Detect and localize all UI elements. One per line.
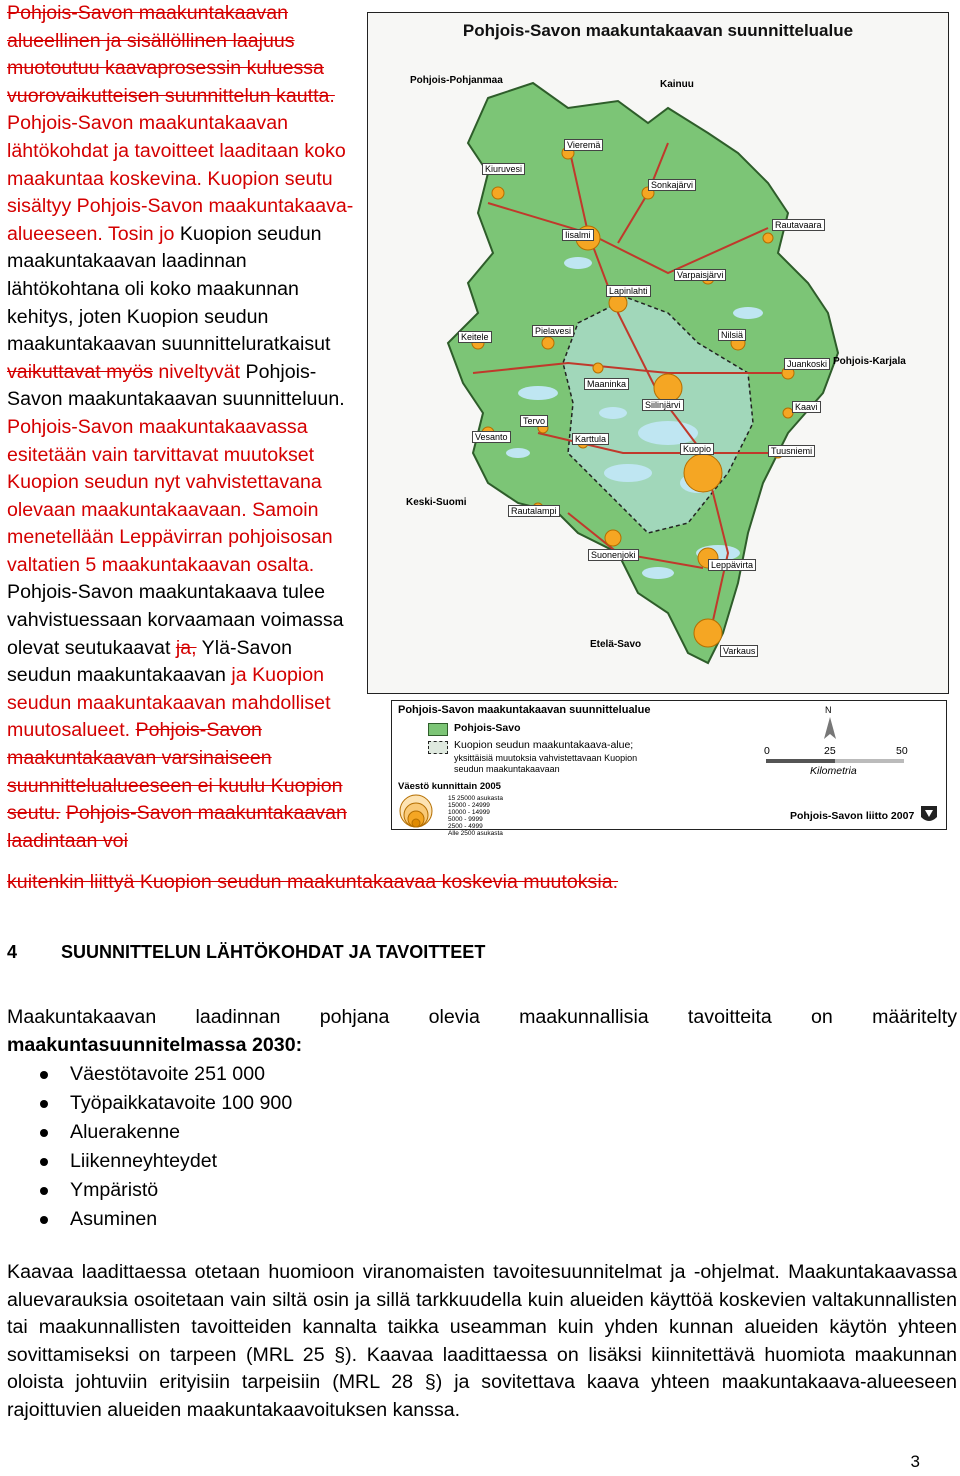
region-label: Pohjois-Pohjanmaa	[410, 75, 503, 86]
population-classes	[448, 795, 503, 837]
region-label: Etelä-Savo	[590, 639, 642, 650]
body-text: Pohjois-Savon maakuntakaava tulee vahvistuessaan korvaamaan voimassa olevat seutukaavat	[7, 581, 344, 659]
map-credit: Pohjois-Savon liitto 2007	[790, 810, 915, 822]
scale-tick: 50	[896, 745, 908, 757]
town-label: Lapinlahti	[606, 285, 651, 297]
added-text: ja Kuopion seudun maakuntakaavan mahdolliset muutosalueet.	[7, 664, 331, 742]
town-label: Varkaus	[720, 645, 758, 657]
page-number: 3	[910, 1452, 920, 1471]
town-label: Tuusniemi	[768, 445, 815, 457]
pop-class: 15000 - 24999	[448, 802, 490, 809]
town-label: Juankoski	[784, 358, 830, 370]
pop-class: Alle 2500 asukasta	[448, 830, 503, 837]
population-legend-symbols	[398, 793, 452, 829]
deleted-text: Pohjois-Savon maakuntakaavan alueellinen ja sisällöllinen laajuus muotoutuu kaavaprosessin kuluessa vuorovaikutteisen suunnittelun kautta.	[7, 2, 335, 107]
goal-list	[40, 1060, 292, 1234]
town-label: Tervo	[520, 415, 548, 427]
closing-paragraph: Kaavaa laadittaessa otetaan huomioon viranomaisten tavoitesuunnitelmat ja -ohjelmat. Maakuntakaavassa aluevarauksia osoitetaan vain siltä osin ja sillä tarkkuudella kuin alueiden käyttöä koskevien valtakunnallisten tai maakunnallisten tavoitteiden kannalta taikka useamman kuin yhden kunnan alueiden käytön yhteen sovittamiseksi on tarpeen (MRL 25 §). Kaavaa laadittaessa on lisäksi kiinnitettävä huomiota maakunnan oloista johtuviin erityisiin tarpeisiin (MRL 28 §) ja sovitettava kaava yhteen maakuntakaava-alueeseen rajoittuvien alueiden maakuntakaavoituksen kanssa.	[7, 1261, 957, 1421]
region-label: Kainuu	[660, 79, 694, 90]
scale-unit: Kilometria	[810, 765, 857, 777]
intro-bold: maakuntasuunnitelmassa 2030:	[7, 1033, 303, 1056]
list-item: Liikenneyhteydet	[40, 1147, 292, 1176]
body-text: Pohjois-Savon maakuntakaavan suunnitteluun.	[7, 360, 345, 411]
region-label: Pohjois-Karjala	[833, 356, 906, 367]
town-label: Vesanto	[472, 431, 511, 443]
town-label: Karttula	[572, 433, 609, 445]
legend-item: Pohjois-Savo	[454, 722, 521, 734]
pop-class: 5000 - 9999	[448, 816, 483, 823]
region-label: Keski-Suomi	[406, 497, 467, 508]
list-item: Väestötavoite 251 000	[40, 1060, 292, 1089]
north-arrow-icon	[822, 717, 838, 741]
map-title: Pohjois-Savon maakuntakaavan suunnittelualue	[462, 21, 854, 40]
town-label: Rautalampi	[508, 505, 560, 517]
town-label: Varpaisjärvi	[674, 269, 726, 281]
town-label: Pielavesi	[532, 325, 574, 337]
added-text: Pohjois-Savon maakuntakaavassa esitetään vain tarvittavat muutokset Kuopion seudun nyt vahvistettavana olevaan maakuntakaavaan. Samoin menetellään Leppävirran pohjoisosan valtatien 5 maakuntakaavan osalta.	[7, 415, 333, 576]
map-legend	[391, 700, 947, 837]
added-text: Pohjois-Savon maakuntakaavan lähtökohdat ja tavoitteet laaditaan koko maakuntaa koskevina.	[7, 112, 346, 190]
section-heading	[7, 942, 485, 963]
map-graphic	[368, 13, 948, 693]
legend-swatch-pohjois-savo	[428, 723, 448, 736]
town-label: Siilinjärvi	[642, 399, 684, 411]
list-item: Aluerakenne	[40, 1118, 292, 1147]
map-figure	[367, 12, 949, 694]
legend-swatch-kuopio	[428, 741, 448, 754]
town-label: Nilsiä	[718, 329, 746, 341]
deleted-text-tail: kuitenkin liittyä Kuopion seudun maakuntakaavaa koskevia muutoksia.	[7, 871, 619, 893]
intro-text: Maakuntakaavan laadinnan pohjana olevia maakunnallisia tavoitteita on määritelty	[7, 1006, 957, 1028]
north-label: N	[825, 705, 832, 715]
left-paragraph	[7, 0, 359, 855]
list-item: Työpaikkatavoite 100 900	[40, 1089, 292, 1118]
scale-tick: 0	[764, 745, 770, 757]
town-label: Sonkajärvi	[648, 179, 696, 191]
town-label: Suonenjoki	[588, 549, 639, 561]
legend-item: Kuopion seudun maakuntakaava-alue;	[454, 739, 634, 751]
left-column-text	[7, 0, 359, 855]
added-text: niveltyvät	[158, 360, 241, 383]
legend-item: yksittäisiä muutoksia vahvistettavaan Kuopion seudun maakuntakaavaan	[454, 753, 638, 774]
scale-tick: 25	[824, 745, 836, 757]
town-label: Rautavaara	[772, 219, 825, 231]
pop-class: 2500 - 4999	[448, 823, 483, 830]
town-label: Maaninka	[584, 378, 629, 390]
legend-title: Pohjois-Savon maakuntakaavan suunnittelualue	[398, 704, 651, 716]
pop-class: 15 25000 asukasta	[448, 795, 503, 802]
town-label: Kuopio	[680, 443, 714, 455]
town-label: Iisalmi	[562, 229, 594, 241]
population-legend-title: Väestö kunnittain 2005	[398, 781, 501, 792]
deleted-text: Pohjois-Savon maakuntakaavan varsinaiseen suunnittelualueeseen ei kuulu Kuopion seutu.	[7, 719, 343, 825]
body-text: Kuopion seudun maakuntakaavan laadinnan lähtökohtana oli koko maakunnan kehitys, joten Kuopion seudun maakuntakaavan suunnitteluratkaisut	[7, 222, 331, 356]
list-item: Ympäristö	[40, 1176, 292, 1205]
section-number: 4	[7, 942, 18, 962]
pop-class: 10000 - 14999	[448, 809, 490, 816]
deleted-text: vaikuttavat myös	[7, 360, 153, 383]
body-text: Ylä-Savon seudun maakuntakaavan	[7, 636, 293, 687]
intro-paragraph	[7, 1004, 957, 1059]
deleted-text: Pohjois-Savon maakuntakaavan laadintaan voi	[7, 802, 347, 852]
town-label: Keitele	[458, 331, 492, 343]
deleted-text: ja,	[175, 636, 197, 659]
coat-of-arms-icon	[920, 805, 938, 825]
town-label: Kiuruvesi	[482, 163, 525, 175]
town-label: Vieremä	[564, 139, 603, 151]
section-title: SUUNNITTELUN LÄHTÖKOHDAT JA TAVOITTEET	[61, 942, 486, 962]
added-text: Kuopion seutu sisältyy Pohjois-Savon maakuntakaava-alueeseen. Tosin jo	[7, 167, 354, 245]
scale-bar	[766, 759, 904, 763]
town-label: Kaavi	[792, 401, 821, 413]
list-item: Asuminen	[40, 1205, 292, 1234]
town-label: Leppävirta	[708, 559, 756, 571]
